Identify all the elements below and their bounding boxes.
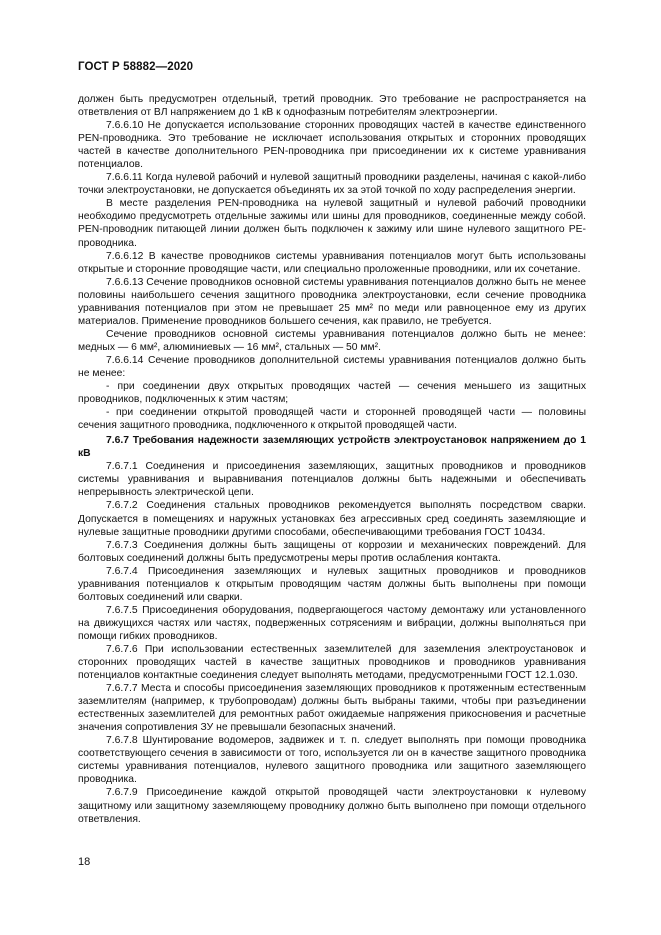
paragraph-7-6-7-3: 7.6.7.3 Соединения должны быть защищены от коррозии и механических повреждений. Для болтовых соединений должны быть предусмотрены меры против ослабления контакта. bbox=[78, 539, 586, 564]
paragraph-7-6-7-6: 7.6.7.6 При использовании естественных заземлителей для заземления электроустановок и сторонних проводящих частей в качестве защитных проводников и проводников уравнивания потенциалов контактные соединения следует выполнять методами, предусмотренными ГОСТ 12.1.030. bbox=[78, 643, 586, 682]
paragraph-7-6-7-2: 7.6.7.2 Соединения стальных проводников рекомендуется выполнять посредством сварки. Допускается в помещениях и наружных установках без агрессивных сред соединять заземляющие и нулевые защитные проводники другими способами, обеспечивающими требования ГОСТ 10434. bbox=[78, 500, 586, 538]
paragraph-7-6-7-7: 7.6.7.7 Места и способы присоединения заземляющих проводников к протяженным естественным заземлителям (например, к трубопроводам) должны быть выбраны такими, чтобы при разъединении естественных заземлителей для ремонтных работ ожидаемые напряжения прикосновения и расчетные значения сопротивления ЗУ не превышали безопасных значений. bbox=[78, 683, 586, 734]
paragraph-pen-separation: В месте разделения PEN-проводника на нулевой защитный и нулевой рабочий проводники необходимо предусмотреть отдельные зажимы или шины для проводников, соединенные между собой. PEN-проводник питающей линии должен быть подключен к зажиму или шине нулевого защитного PE-проводника. bbox=[78, 198, 586, 249]
paragraph-7-6-7-4: 7.6.7.4 Присоединения заземляющих и нулевых защитных проводников и проводников уравнивания потенциалов к открытым проводящим частям должны быть выполнены при помощи болтовых соединений или сварки. bbox=[78, 565, 586, 603]
paragraph-main-system-sections: Сечение проводников основной системы уравнивания потенциалов должно быть не менее: медных — 6 мм², алюминиевых — 16 мм², стальных — 50 мм². bbox=[78, 328, 586, 353]
list-item-two-open-parts: - при соединении двух открытых проводящих частей — сечения меньшего из защитных проводников, подключенных к этим частям; bbox=[78, 381, 586, 406]
paragraph-7-6-7-8: 7.6.7.8 Шунтирование водомеров, задвижек и т. п. следует выполнять при помощи проводника соответствующего сечения в зависимости от того, используется ли он в качестве защитного проводника системы уравнивания потенциалов, нулевого защитного проводника или защитного заземляющего проводника. bbox=[78, 735, 586, 786]
paragraph-7-6-6-13: 7.6.6.13 Сечение проводников основной системы уравнивания потенциалов должно быть не менее половины наибольшего сечения защитного проводника электроустановки, если сечение проводника уравнивания потенциалов при этом не превышает 25 мм² по меди или равноценное ему из других материалов. Применение проводников большего сечения, как правило, не требуется. bbox=[78, 276, 586, 327]
list-item-open-and-third-party-part: - при соединении открытой проводящей части и сторонней проводящей части — половины сечения защитного проводника, подключенного к открытой проводящей части. bbox=[78, 407, 586, 432]
paragraph-7-6-6-10: 7.6.6.10 Не допускается использование сторонних проводящих частей в качестве единственного PEN-проводника. Это требование не исключает использования открытых и сторонних проводящих частей в качестве дополнительного PEN-проводника при присоединении их к системе уравнивания потенциалов. bbox=[78, 120, 586, 171]
document-header: ГОСТ Р 58882—2020 bbox=[78, 61, 194, 73]
paragraph-7-6-7-9: 7.6.7.9 Присоединение каждой открытой проводящей части электроустановки к нулевому защитному или защитному заземляющему проводнику должно быть выполнено при помощи отдельного ответвления. bbox=[78, 787, 586, 825]
paragraph-7-6-6-11: 7.6.6.11 Когда нулевой рабочий и нулевой защитный проводники разделены, начиная с какой-либо точки электроустановки, не допускается объединять их за этой точкой по ходу распределения энергии. bbox=[78, 172, 586, 197]
page-number: 18 bbox=[78, 856, 91, 868]
paragraph-7-6-7-1: 7.6.7.1 Соединения и присоединения заземляющих, защитных проводников и проводников системы уравнивания и выравнивания потенциалов должны быть надежными и обеспечивать непрерывность электрической цепи. bbox=[78, 461, 586, 499]
document-body bbox=[78, 93, 586, 826]
paragraph-7-6-6-14: 7.6.6.14 Сечение проводников дополнительной системы уравнивания потенциалов должно быть не менее: bbox=[78, 354, 586, 379]
paragraph-continuation: должен быть предусмотрен отдельный, третий проводник. Это требование не распространяется на ответвления от ВЛ напряжением до 1 кВ к однофазным потребителям электроэнергии. bbox=[78, 94, 586, 119]
paragraph-7-6-7-5: 7.6.7.5 Присоединения оборудования, подвергающегося частому демонтажу или установленного на движущихся частях или частях, подверженных сотрясениям и вибрации, должны выполняться при помощи гибких проводников. bbox=[78, 604, 586, 642]
section-heading-7-6-7: 7.6.7 Требования надежности заземляющих устройств электроустановок напряжением до 1 кВ bbox=[78, 435, 586, 460]
paragraph-7-6-6-12: 7.6.6.12 В качестве проводников системы уравнивания потенциалов могут быть использованы открытые и сторонние проводящие части, или специально проложенные проводники, или их сочетание. bbox=[78, 250, 586, 275]
